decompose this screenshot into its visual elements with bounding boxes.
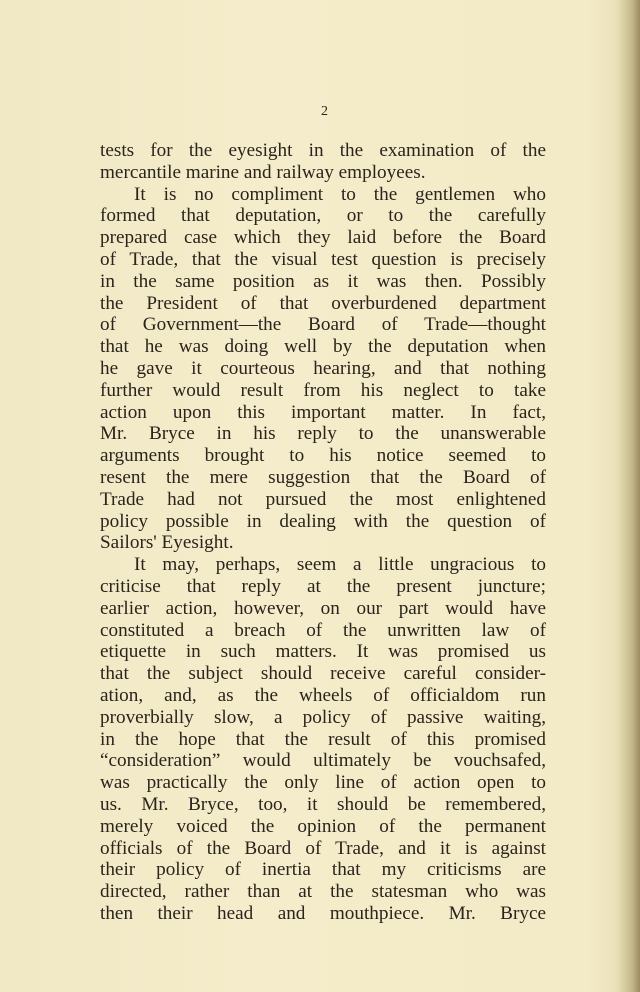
text-line: policy possible in dealing with the question of (100, 510, 546, 532)
text-line: he gave it courteous hearing, and that nothing (100, 357, 546, 379)
text-line: of Government—the Board of Trade—thought (100, 314, 546, 336)
text-line: Trade had not pursued the most enlightened (100, 488, 546, 510)
text-line: criticise that reply at the present juncture; (100, 575, 546, 597)
text-line: merely voiced the opinion of the permanent (100, 815, 546, 837)
page-edge-shadow (618, 0, 640, 992)
text-line: in the same position as it was then. Possibly (100, 270, 546, 292)
text-line: was practically the only line of action open to (100, 772, 546, 794)
text-line: ation, and, as the wheels of officialdom run (100, 684, 546, 706)
text-line: officials of the Board of Trade, and it is against (100, 837, 546, 859)
text-line: that the subject should receive careful consider- (100, 663, 546, 685)
text-line: etiquette in such matters. It was promised us (100, 641, 546, 663)
text-line: tests for the eyesight in the examination of the (100, 140, 546, 161)
text-line: mercantile marine and railway employees. (100, 161, 426, 183)
text-line: formed that deputation, or to the carefully (100, 205, 546, 227)
page-number: 2 (321, 104, 329, 119)
text-line: constituted a breach of the unwritten law of (100, 619, 546, 641)
text-line: arguments brought to his notice seemed to (100, 445, 546, 467)
text-line: earlier action, however, on our part would have (100, 597, 546, 619)
text-line: It is no compliment to the gentlemen who (134, 183, 546, 205)
text-line: prepared case which they laid before the Board (100, 227, 546, 249)
text-line: “consideration” would ultimately be vouchsafed, (100, 750, 546, 772)
text-line: action upon this important matter. In fact, (100, 401, 546, 423)
text-line: proverbially slow, a policy of passive waiting, (100, 706, 546, 728)
text-line: of Trade, that the visual test question is precisely (100, 248, 546, 270)
text-line: resent the mere suggestion that the Board of (100, 466, 546, 488)
text-line: their policy of inertia that my criticisms are (100, 859, 546, 881)
body-text (100, 140, 546, 925)
text-line: Mr. Bryce in his reply to the unanswerable (100, 423, 546, 445)
text-line: further would result from his neglect to take (100, 379, 546, 401)
text-line: It may, perhaps, seem a little ungracious to (134, 554, 546, 576)
text-line: the President of that overburdened department (100, 292, 546, 314)
text-line: Sailors' Eyesight. (100, 532, 234, 554)
text-line: that he was doing well by the deputation when (100, 336, 546, 358)
text-line: directed, rather than at the statesman who was (100, 881, 546, 903)
text-line: in the hope that the result of this promised (100, 728, 546, 750)
text-line: us. Mr. Bryce, too, it should be remembered, (100, 793, 546, 815)
text-line: then their head and mouthpiece. Mr. Bryce (100, 902, 546, 924)
